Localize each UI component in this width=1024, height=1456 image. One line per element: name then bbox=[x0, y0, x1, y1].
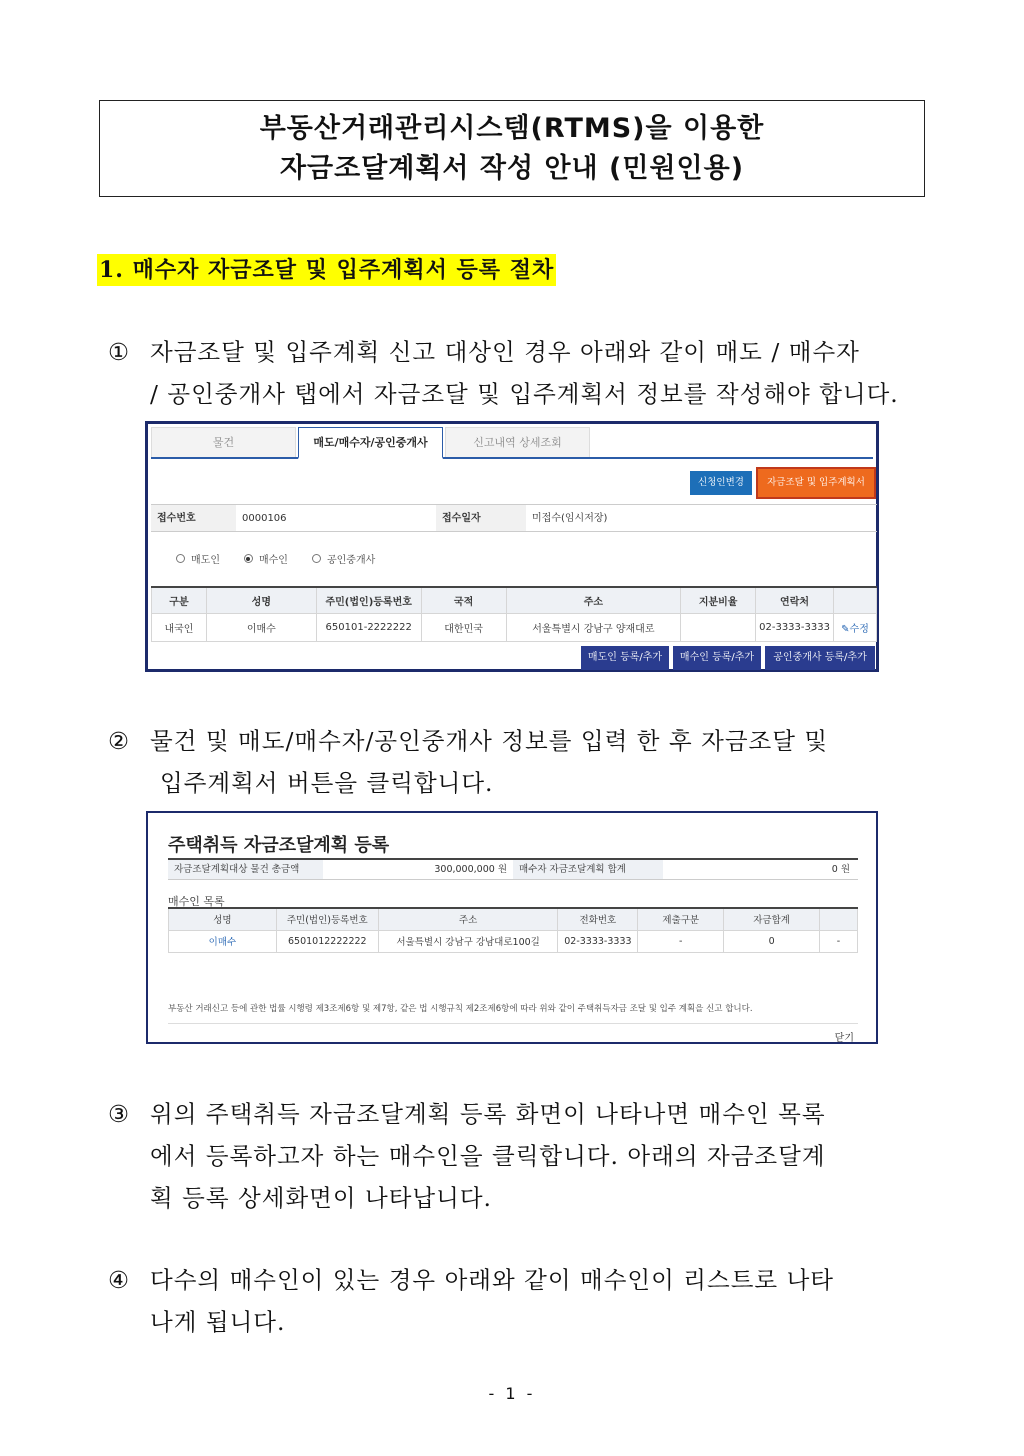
step-number: ③ bbox=[108, 1100, 131, 1128]
step-text: 입주계획서 버튼을 클릭합니다. bbox=[160, 769, 494, 797]
add-agent-button[interactable]: 공인중개사 등록/추가 bbox=[765, 646, 875, 670]
column-header: 연락처 bbox=[756, 587, 834, 613]
close-button[interactable]: 닫기 bbox=[834, 1033, 854, 1044]
step-text: 위의 주택취득 자금조달계획 등록 화면이 나타나면 매수인 목록 bbox=[150, 1100, 826, 1128]
buyer-table bbox=[168, 907, 858, 953]
table-cell: 650101-2222222 bbox=[316, 613, 421, 641]
radio-seller[interactable] bbox=[176, 551, 220, 566]
table-cell: 02-3333-3333 bbox=[558, 930, 638, 952]
radio-label: 매도인 bbox=[191, 555, 220, 566]
table-cell: 02-3333-3333 bbox=[756, 613, 834, 641]
column-header: 전화번호 bbox=[558, 908, 638, 930]
step-number: ① bbox=[108, 338, 131, 366]
legal-notice: 부동산 거래신고 등에 관한 법률 시행령 제3조제6항 및 제7항, 같은 법 시행규칙 제2조제6항에 따라 위와 같이 주택취득자금 조달 및 입주 계획을 신고 합니다. bbox=[168, 1004, 753, 1014]
radio-buyer[interactable] bbox=[244, 551, 288, 566]
edit-icon[interactable]: ✎ bbox=[841, 623, 850, 635]
table-cell: 서울특별시 강남구 양재대로 bbox=[506, 613, 681, 641]
table-cell: 서울특별시 강남구 강남대로100길 bbox=[378, 930, 558, 952]
column-header: 주민(법인)등록번호 bbox=[316, 587, 421, 613]
step-text: 나게 됩니다. bbox=[150, 1308, 286, 1336]
change-applicant-button[interactable]: 신청인변경 bbox=[690, 471, 752, 495]
party-table bbox=[151, 586, 877, 642]
step-number: ② bbox=[108, 727, 131, 755]
column-header: 성명 bbox=[206, 587, 316, 613]
receipt-date-value: 미접수(임시저장) bbox=[532, 513, 608, 524]
table-header-row bbox=[152, 587, 877, 613]
radio-label: 매수인 bbox=[258, 555, 288, 566]
plan-sum-label: 매수자 자금조달계획 합계 bbox=[513, 860, 663, 879]
party-type-radios bbox=[176, 551, 375, 566]
radio-label: 공인중개사 bbox=[326, 555, 376, 566]
tab-property[interactable]: 물건 bbox=[151, 427, 296, 457]
step-text: / 공인중개사 탭에서 자금조달 및 입주계획서 정보를 작성해야 합니다. bbox=[150, 380, 899, 408]
receipt-row bbox=[151, 504, 877, 532]
column-header: 국적 bbox=[421, 587, 506, 613]
add-buyer-button[interactable]: 매수인 등록/추가 bbox=[673, 646, 761, 670]
page-number: - 1 - bbox=[488, 1384, 536, 1403]
screenshot-funding-plan-dialog bbox=[146, 811, 878, 1044]
table-header-row bbox=[169, 908, 858, 930]
column-header: 구분 bbox=[152, 587, 207, 613]
column-header: 성명 bbox=[169, 908, 277, 930]
table-cell: 대한민국 bbox=[421, 613, 506, 641]
receipt-no-label: 접수번호 bbox=[151, 505, 236, 531]
step-text: 다수의 매수인이 있는 경우 아래와 같이 매수인이 리스트로 나타 bbox=[150, 1266, 834, 1294]
table-cell: 이매수 bbox=[206, 613, 316, 641]
radio-circle bbox=[176, 554, 185, 563]
add-seller-button[interactable]: 매도인 등록/추가 bbox=[581, 646, 669, 670]
receipt-date-label: 접수일자 bbox=[436, 505, 526, 531]
table-cell: 내국인 bbox=[152, 613, 207, 641]
step-number: ④ bbox=[108, 1266, 131, 1294]
table-row[interactable] bbox=[169, 930, 858, 952]
column-header: 지분비율 bbox=[681, 587, 756, 613]
table-row[interactable] bbox=[152, 613, 877, 641]
step-1 bbox=[108, 331, 928, 415]
radio-agent[interactable] bbox=[312, 551, 375, 566]
step-3 bbox=[108, 1093, 928, 1219]
total-amount-label: 자금조달계획대상 물건 총금액 bbox=[168, 860, 323, 879]
table-cell: 6501012222222 bbox=[276, 930, 378, 952]
document-title bbox=[99, 100, 925, 197]
screenshot-party-tab bbox=[145, 421, 879, 672]
radio-circle bbox=[312, 554, 321, 563]
column-header: 주소 bbox=[506, 587, 681, 613]
tab-bar bbox=[151, 427, 873, 459]
column-header: 제출구분 bbox=[638, 908, 724, 930]
column-header: 주소 bbox=[378, 908, 558, 930]
table-cell bbox=[681, 613, 756, 641]
total-amount-value: 300,000,000 원 bbox=[434, 864, 507, 875]
table-cell: - bbox=[638, 930, 724, 952]
step-2 bbox=[108, 720, 928, 804]
summary-row bbox=[168, 858, 858, 880]
divider bbox=[168, 1023, 858, 1024]
table-cell: 0 bbox=[724, 930, 820, 952]
step-text: 획 등록 상세화면이 나타납니다. bbox=[150, 1184, 492, 1212]
receipt-no-value: 0000106 bbox=[242, 513, 287, 524]
step-text: 자금조달 및 입주계획 신고 대상인 경우 아래와 같이 매도 / 매수자 bbox=[150, 338, 860, 366]
step-text: 물건 및 매도/매수자/공인중개사 정보를 입력 한 후 자금조달 및 bbox=[150, 727, 829, 755]
tab-parties[interactable]: 매도/매수자/공인중개사 bbox=[298, 427, 443, 459]
radio-circle bbox=[244, 554, 253, 563]
plan-sum-value: 0 원 bbox=[831, 864, 850, 875]
edit-link[interactable]: 수정 bbox=[849, 623, 869, 635]
column-header bbox=[820, 908, 858, 930]
column-header: 주민(법인)등록번호 bbox=[276, 908, 378, 930]
buyer-list-label: 매수인 목록 bbox=[168, 895, 225, 908]
buyer-name-link[interactable]: 이매수 bbox=[169, 930, 277, 952]
section-heading: 1. 매수자 자금조달 및 입주계획서 등록 절차 bbox=[97, 254, 556, 286]
edit-cell[interactable] bbox=[834, 613, 877, 641]
dialog-title: 주택취득 자금조달계획 등록 bbox=[168, 835, 390, 856]
column-header: 자금합계 bbox=[724, 908, 820, 930]
title-line-1: 부동산거래관리시스템(RTMS)을 이용한 bbox=[259, 113, 765, 144]
step-4 bbox=[108, 1259, 928, 1343]
funding-plan-button[interactable]: 자금조달 및 입주계획서 bbox=[756, 467, 876, 499]
column-header bbox=[834, 587, 877, 613]
step-text: 에서 등록하고자 하는 매수인을 클릭합니다. 아래의 자금조달계 bbox=[150, 1142, 826, 1170]
table-cell: - bbox=[820, 930, 858, 952]
tab-report-detail[interactable]: 신고내역 상세조회 bbox=[445, 427, 590, 457]
title-line-2: 자금조달계획서 작성 안내 (민원인용) bbox=[279, 153, 745, 184]
